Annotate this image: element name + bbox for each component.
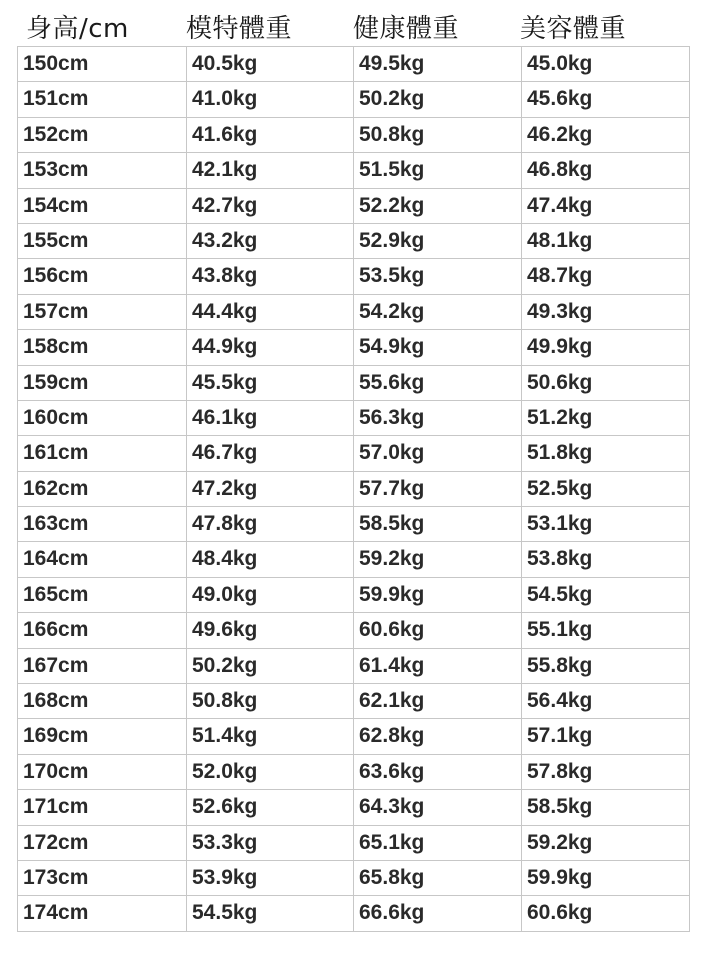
healthy-weight-cell: 65.8kg [354, 861, 522, 896]
table-row [18, 224, 690, 259]
model-weight-cell: 49.6kg [187, 613, 354, 648]
height-cell: 172cm [18, 826, 187, 861]
beauty-weight-cell: 45.0kg [522, 47, 690, 82]
model-weight-cell: 43.2kg [187, 224, 354, 259]
healthy-weight-cell: 57.7kg [354, 472, 522, 507]
height-cell: 152cm [18, 118, 187, 153]
height-cell: 161cm [18, 436, 187, 471]
beauty-weight-cell: 51.2kg [522, 401, 690, 436]
healthy-weight-cell: 57.0kg [354, 436, 522, 471]
model-weight-cell: 43.8kg [187, 259, 354, 294]
height-cell: 156cm [18, 259, 187, 294]
beauty-weight-cell: 56.4kg [522, 684, 690, 719]
beauty-weight-cell: 55.8kg [522, 649, 690, 684]
healthy-weight-cell: 58.5kg [354, 507, 522, 542]
beauty-weight-cell: 59.2kg [522, 826, 690, 861]
healthy-weight-cell: 54.9kg [354, 330, 522, 365]
height-cell: 166cm [18, 613, 187, 648]
beauty-weight-cell: 59.9kg [522, 861, 690, 896]
table-row [18, 755, 690, 790]
height-cell: 171cm [18, 790, 187, 825]
table-row [18, 826, 690, 861]
height-cell: 162cm [18, 472, 187, 507]
beauty-weight-cell: 60.6kg [522, 896, 690, 931]
beauty-weight-cell: 48.7kg [522, 259, 690, 294]
healthy-weight-cell: 62.1kg [354, 684, 522, 719]
beauty-weight-cell: 54.5kg [522, 578, 690, 613]
table-row [18, 295, 690, 330]
beauty-weight-cell: 46.8kg [522, 153, 690, 188]
healthy-weight-cell: 49.5kg [354, 47, 522, 82]
beauty-weight-cell: 53.8kg [522, 542, 690, 577]
model-weight-cell: 48.4kg [187, 542, 354, 577]
table-row [18, 613, 690, 648]
model-weight-cell: 51.4kg [187, 719, 354, 754]
healthy-weight-cell: 65.1kg [354, 826, 522, 861]
table-row [18, 366, 690, 401]
healthy-weight-cell: 56.3kg [354, 401, 522, 436]
table-row [18, 118, 690, 153]
healthy-weight-cell: 52.9kg [354, 224, 522, 259]
table-row [18, 790, 690, 825]
model-weight-cell: 41.6kg [187, 118, 354, 153]
healthy-weight-cell: 64.3kg [354, 790, 522, 825]
table-row [18, 82, 690, 117]
model-weight-cell: 46.1kg [187, 401, 354, 436]
table-row [18, 861, 690, 896]
table-row [18, 472, 690, 507]
model-weight-cell: 44.9kg [187, 330, 354, 365]
healthy-weight-cell: 51.5kg [354, 153, 522, 188]
beauty-weight-cell: 51.8kg [522, 436, 690, 471]
model-weight-cell: 50.8kg [187, 684, 354, 719]
height-cell: 168cm [18, 684, 187, 719]
healthy-weight-cell: 59.9kg [354, 578, 522, 613]
table-row [18, 330, 690, 365]
height-cell: 160cm [18, 401, 187, 436]
table-row [18, 719, 690, 754]
table-row [18, 684, 690, 719]
healthy-weight-cell: 54.2kg [354, 295, 522, 330]
model-weight-cell: 52.0kg [187, 755, 354, 790]
beauty-weight-cell: 49.9kg [522, 330, 690, 365]
height-cell: 164cm [18, 542, 187, 577]
healthy-weight-cell: 60.6kg [354, 613, 522, 648]
height-cell: 173cm [18, 861, 187, 896]
height-cell: 169cm [18, 719, 187, 754]
healthy-weight-cell: 59.2kg [354, 542, 522, 577]
table-row [18, 153, 690, 188]
table-row [18, 189, 690, 224]
model-weight-cell: 42.7kg [187, 189, 354, 224]
beauty-weight-cell: 53.1kg [522, 507, 690, 542]
model-weight-cell: 42.1kg [187, 153, 354, 188]
healthy-weight-cell: 50.2kg [354, 82, 522, 117]
model-weight-cell: 50.2kg [187, 649, 354, 684]
beauty-weight-cell: 52.5kg [522, 472, 690, 507]
height-cell: 151cm [18, 82, 187, 117]
table-row [18, 507, 690, 542]
table-row [18, 649, 690, 684]
height-cell: 159cm [18, 366, 187, 401]
table-row [18, 436, 690, 471]
table-row [18, 896, 690, 931]
model-weight-cell: 45.5kg [187, 366, 354, 401]
beauty-weight-cell: 47.4kg [522, 189, 690, 224]
height-cell: 158cm [18, 330, 187, 365]
height-cell: 163cm [18, 507, 187, 542]
model-weight-cell: 54.5kg [187, 896, 354, 931]
height-cell: 170cm [18, 755, 187, 790]
model-weight-cell: 52.6kg [187, 790, 354, 825]
table-row [18, 542, 690, 577]
model-weight-cell: 40.5kg [187, 47, 354, 82]
weight-table [17, 46, 690, 932]
table-row [18, 259, 690, 294]
model-weight-cell: 53.9kg [187, 861, 354, 896]
healthy-weight-cell: 53.5kg [354, 259, 522, 294]
height-cell: 154cm [18, 189, 187, 224]
healthy-weight-cell: 61.4kg [354, 649, 522, 684]
beauty-weight-cell: 45.6kg [522, 82, 690, 117]
healthy-weight-cell: 50.8kg [354, 118, 522, 153]
model-weight-cell: 44.4kg [187, 295, 354, 330]
model-weight-cell: 41.0kg [187, 82, 354, 117]
height-cell: 157cm [18, 295, 187, 330]
header-model-weight: 模特體重 [186, 14, 293, 44]
table-row [18, 47, 690, 82]
header-healthy-weight: 健康體重 [353, 14, 460, 44]
model-weight-cell: 47.8kg [187, 507, 354, 542]
beauty-weight-cell: 49.3kg [522, 295, 690, 330]
height-cell: 155cm [18, 224, 187, 259]
beauty-weight-cell: 57.1kg [522, 719, 690, 754]
table-header [0, 0, 708, 46]
table-row [18, 578, 690, 613]
height-cell: 165cm [18, 578, 187, 613]
healthy-weight-cell: 63.6kg [354, 755, 522, 790]
model-weight-cell: 53.3kg [187, 826, 354, 861]
beauty-weight-cell: 48.1kg [522, 224, 690, 259]
beauty-weight-cell: 46.2kg [522, 118, 690, 153]
beauty-weight-cell: 57.8kg [522, 755, 690, 790]
height-cell: 153cm [18, 153, 187, 188]
healthy-weight-cell: 52.2kg [354, 189, 522, 224]
header-height: 身高/cm [26, 14, 129, 44]
table-row [18, 401, 690, 436]
height-cell: 174cm [18, 896, 187, 931]
healthy-weight-cell: 66.6kg [354, 896, 522, 931]
beauty-weight-cell: 58.5kg [522, 790, 690, 825]
model-weight-cell: 49.0kg [187, 578, 354, 613]
height-cell: 167cm [18, 649, 187, 684]
healthy-weight-cell: 55.6kg [354, 366, 522, 401]
beauty-weight-cell: 55.1kg [522, 613, 690, 648]
header-beauty-weight: 美容體重 [520, 14, 627, 44]
model-weight-cell: 46.7kg [187, 436, 354, 471]
healthy-weight-cell: 62.8kg [354, 719, 522, 754]
height-cell: 150cm [18, 47, 187, 82]
beauty-weight-cell: 50.6kg [522, 366, 690, 401]
model-weight-cell: 47.2kg [187, 472, 354, 507]
